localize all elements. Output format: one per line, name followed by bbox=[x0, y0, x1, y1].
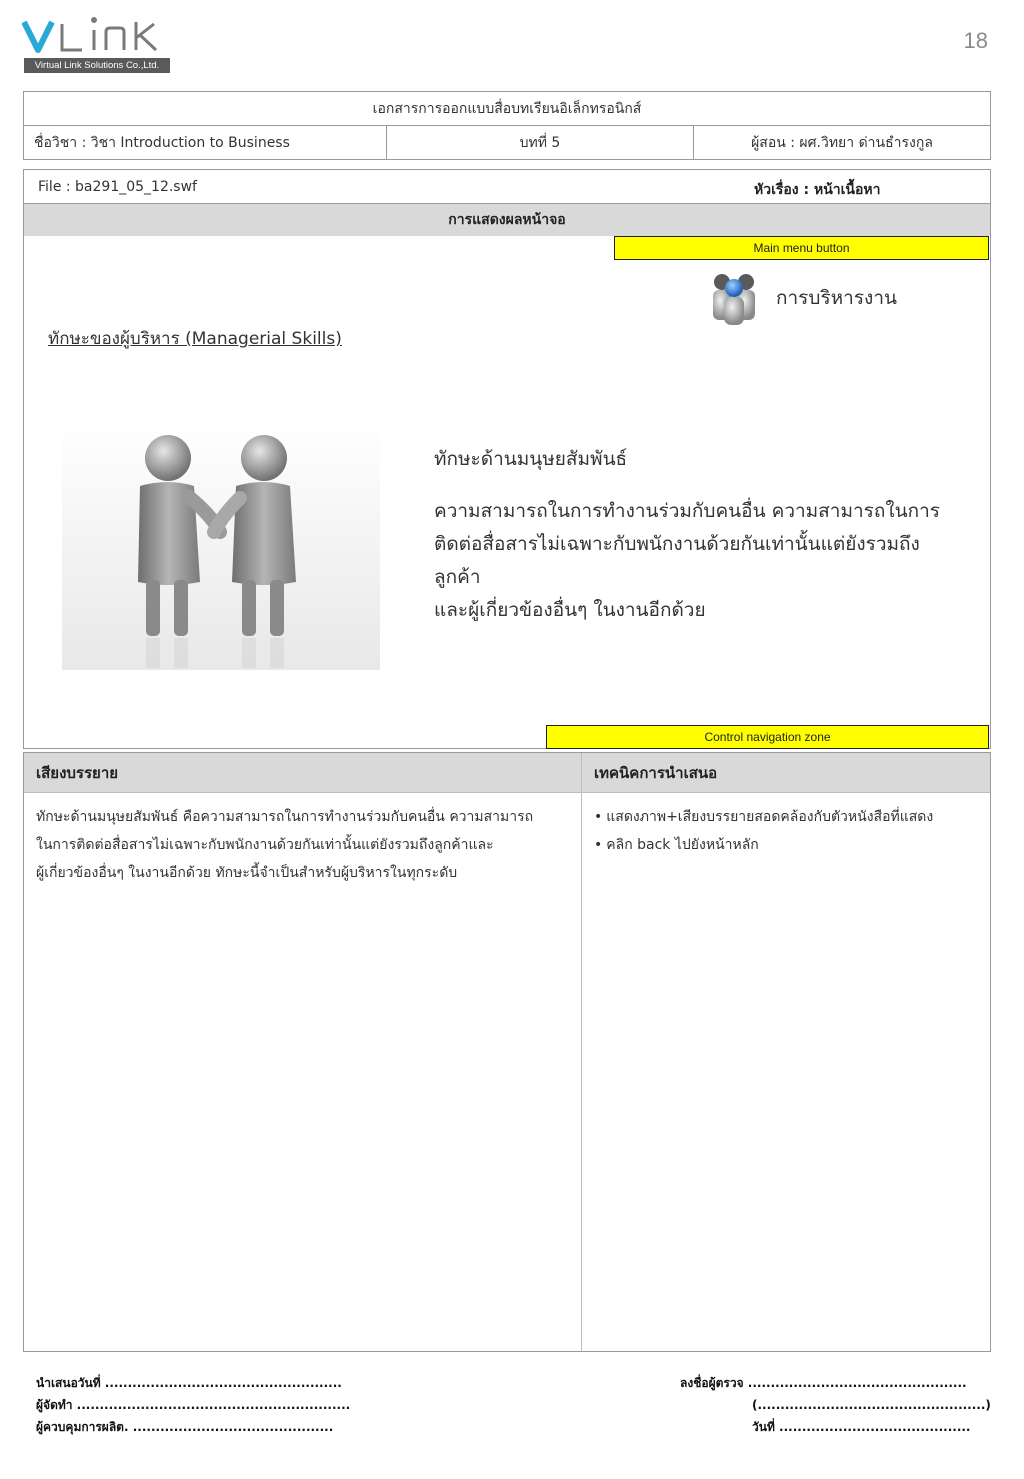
control-navigation-zone[interactable]: Control navigation zone bbox=[546, 725, 989, 749]
footer-right bbox=[680, 1372, 991, 1438]
main-menu-button-zone[interactable]: Main menu button bbox=[614, 236, 989, 260]
logo-tagline: Virtual Link Solutions Co.,Ltd. bbox=[24, 58, 170, 73]
narration-text bbox=[36, 803, 576, 887]
management-menu-label[interactable]: การบริหารงาน bbox=[776, 287, 897, 309]
chapter-number: บทที่ 5 bbox=[387, 126, 694, 160]
producer-line: ผู้จัดทำ ............................................................ bbox=[36, 1398, 351, 1412]
description-line: ติดต่อสื่อสารไม่เฉพาะกับพนักงานด้วยกันเท่านั้นแต่ยังรวมถึงลูกค้า bbox=[434, 533, 920, 588]
technique-list bbox=[594, 803, 933, 859]
handshake-figures-image bbox=[62, 420, 380, 670]
technique-item: • แสดงภาพ+เสียงบรรยายสอดคล้องกับตัวหนังสือที่แสดง bbox=[594, 803, 933, 831]
production-controller-line: ผู้ควบคุมการผลิต. ............................................ bbox=[36, 1420, 334, 1434]
file-name: File : ba291_05_12.swf bbox=[38, 179, 197, 195]
vlink-logo-mark bbox=[22, 14, 174, 58]
instructor-name: ผู้สอน : ผศ.วิทยา ด่านธำรงกูล bbox=[694, 126, 991, 160]
description-line: และผู้เกี่ยวข้องอื่นๆ ในงานอีกด้วย bbox=[434, 599, 706, 621]
human-relations-skill-description bbox=[434, 495, 954, 627]
managerial-skills-title: ทักษะของผู้บริหาร (Managerial Skills) bbox=[48, 329, 342, 349]
people-group-icon[interactable] bbox=[708, 270, 760, 328]
reviewer-signature-line: ลงชื่อผู้ตรวจ ................................................ bbox=[680, 1376, 967, 1390]
narration-line: ทักษะด้านมนุษยสัมพันธ์ คือความสามารถในการทำงานร่วมกับคนอื่น ความสามารถ bbox=[36, 809, 534, 825]
narration-line: ผู้เกี่ยวข้องอื่นๆ ในงานอีกด้วย ทักษะนี้จำเป็นสำหรับผู้บริหารในทุกระดับ bbox=[36, 865, 458, 881]
document-header-table bbox=[23, 91, 991, 160]
footer-left bbox=[36, 1372, 350, 1438]
company-logo bbox=[22, 14, 174, 76]
reviewer-name-line: (..................................................) bbox=[752, 1398, 991, 1412]
technique-header: เทคนิคการนำเสนอ bbox=[582, 753, 990, 793]
narration-technique-table bbox=[23, 752, 991, 1352]
description-line: ความสามารถในการทำงานร่วมกับคนอื่น ความสามารถในการ bbox=[434, 500, 940, 522]
document-title: เอกสารการออกแบบสื่อบทเรียนอิเล็กทรอนิกส์ bbox=[24, 92, 991, 126]
page-number: 18 bbox=[963, 28, 988, 53]
column-divider bbox=[581, 753, 582, 1351]
narration-line: ในการติดต่อสื่อสารไม่เฉพาะกับพนักงานด้วยกันเท่านั้นแต่ยังรวมถึงลูกค้าและ bbox=[36, 837, 494, 853]
file-bar bbox=[23, 169, 991, 204]
screen-display-header: การแสดงผลหน้าจอ bbox=[23, 203, 991, 237]
topic-label: หัวเรื่อง : หน้าเนื้อหา bbox=[754, 182, 881, 198]
technique-item: • คลิก back ไปยังหน้าหลัก bbox=[594, 831, 933, 859]
course-name: ชื่อวิชา : วิชา Introduction to Business bbox=[24, 126, 387, 160]
presented-date-line: นำเสนอวันที่ .................................................... bbox=[36, 1376, 342, 1390]
human-relations-skill-title: ทักษะด้านมนุษยสัมพันธ์ bbox=[434, 448, 628, 470]
narration-header: เสียงบรรยาย bbox=[24, 753, 581, 793]
review-date-line: วันที่ .......................................... bbox=[752, 1420, 971, 1434]
